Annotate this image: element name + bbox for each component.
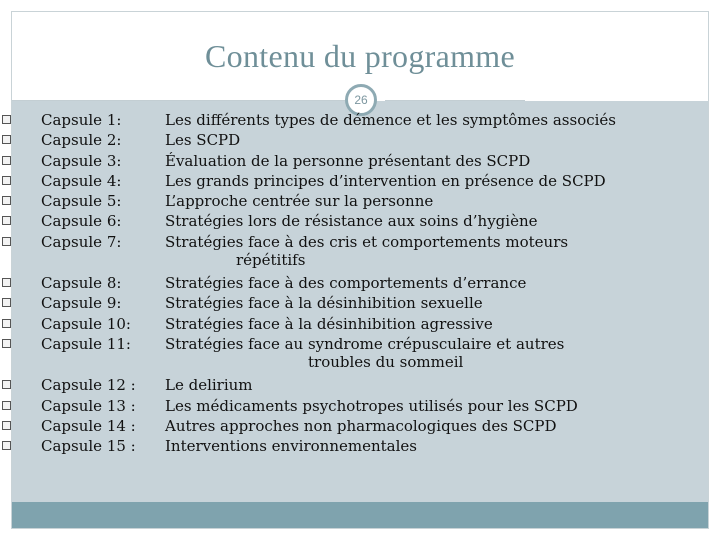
capsule-label: Capsule 5: (41, 192, 122, 211)
capsule-row (0, 293, 698, 313)
checkbox-bullet-icon (2, 196, 11, 205)
capsule-row (0, 151, 698, 171)
capsule-list (0, 110, 698, 456)
capsule-row (0, 273, 698, 293)
checkbox-bullet-icon (2, 298, 11, 307)
capsule-description-cont: répétitifs (236, 251, 306, 270)
checkbox-bullet-icon (2, 135, 11, 144)
checkbox-bullet-icon (2, 156, 11, 165)
capsule-label: Capsule 1: (41, 111, 122, 129)
capsule-label: Capsule 4: (41, 171, 122, 190)
footer-bar (12, 502, 708, 528)
capsule-row (0, 211, 698, 231)
capsule-label: Capsule 11: (41, 334, 131, 353)
capsule-label: Capsule 6: (41, 212, 122, 231)
capsule-row (0, 396, 698, 416)
capsule-label: Capsule 13 : (41, 396, 136, 415)
capsule-label: Capsule 3: (41, 151, 122, 170)
checkbox-bullet-icon (2, 380, 11, 389)
capsule-description: Le delirium (165, 376, 253, 395)
slide-title: Contenu du programme (205, 38, 515, 74)
checkbox-bullet-icon (2, 216, 11, 225)
capsule-description: Évaluation de la personne présentant des SCPD (165, 151, 531, 170)
checkbox-bullet-icon (2, 441, 11, 450)
checkbox-bullet-icon (2, 176, 11, 185)
capsule-description: Les médicaments psychotropes utilisés pour les SCPD (165, 396, 578, 415)
capsule-description-continuation (0, 354, 698, 371)
checkbox-bullet-icon (2, 401, 11, 410)
checkbox-bullet-icon (2, 115, 11, 124)
capsule-description: Les SCPD (165, 131, 241, 150)
capsule-row (0, 375, 698, 395)
checkbox-bullet-icon (2, 319, 11, 328)
capsule-description: Les grands principes d’intervention en présence de SCPD (165, 171, 606, 190)
capsule-description-cont: troubles du sommeil (308, 353, 464, 372)
capsule-label: Capsule 15 : (41, 437, 136, 456)
capsule-label: Capsule 12 : (41, 376, 136, 395)
capsule-row (0, 314, 698, 334)
capsule-row (0, 130, 698, 150)
capsule-description: Stratégies lors de résistance aux soins d’hygiène (165, 212, 538, 231)
capsule-description: Interventions environnementales (165, 437, 417, 456)
checkbox-bullet-icon (2, 237, 11, 246)
capsule-row (0, 232, 698, 252)
capsule-description: Stratégies face à des comportements d’errance (165, 274, 527, 293)
capsule-description: L’approche centrée sur la personne (165, 192, 434, 211)
checkbox-bullet-icon (2, 339, 11, 348)
capsule-label: Capsule 2: (41, 131, 122, 150)
capsule-description: Autres approches non pharmacologiques des SCPD (165, 416, 557, 435)
capsule-label: Capsule 8: (41, 274, 122, 293)
page-number-badge: 26 (345, 84, 377, 116)
capsule-description: Stratégies face au syndrome crépusculaire et autres (165, 334, 565, 353)
capsule-label: Capsule 14 : (41, 416, 136, 435)
capsule-label: Capsule 10: (41, 314, 131, 333)
checkbox-bullet-icon (2, 278, 11, 287)
capsule-row (0, 416, 698, 436)
capsule-description: Stratégies face à des cris et comportements moteurs (165, 232, 569, 251)
capsule-description-continuation (0, 252, 698, 269)
capsule-row (0, 334, 698, 354)
capsule-label: Capsule 7: (41, 232, 122, 251)
capsule-row (0, 436, 698, 456)
capsule-row (0, 171, 698, 191)
capsule-description: Stratégies face à la désinhibition sexuelle (165, 294, 483, 313)
capsule-description: Les différents types de démence et les symptômes associés (165, 111, 616, 129)
checkbox-bullet-icon (2, 421, 11, 430)
capsule-label: Capsule 9: (41, 294, 122, 313)
capsule-row (0, 110, 698, 130)
capsule-row (0, 191, 698, 211)
capsule-description: Stratégies face à la désinhibition agressive (165, 314, 493, 333)
